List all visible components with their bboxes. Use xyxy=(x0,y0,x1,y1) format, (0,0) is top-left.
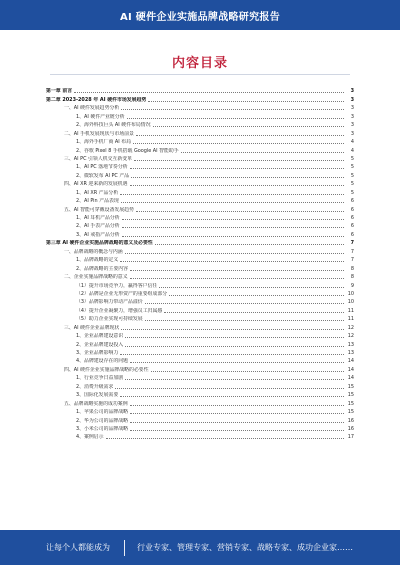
toc-entry[interactable] xyxy=(46,120,354,128)
toc-leader-dots xyxy=(122,219,344,220)
toc-entry[interactable] xyxy=(46,94,354,102)
toc-entry-text: 2、华为公司的品牌战略 xyxy=(76,417,129,424)
toc-page-number: 3 xyxy=(350,122,354,129)
header-bar xyxy=(0,0,400,30)
toc-entry[interactable] xyxy=(46,297,354,305)
toc-entry-text: （2）品牌是企业无形资产的重要组成部分 xyxy=(76,290,168,297)
toc-entry[interactable] xyxy=(46,373,354,381)
toc-page-number: 15 xyxy=(347,409,354,416)
table-of-contents xyxy=(46,86,354,440)
toc-entry[interactable] xyxy=(46,263,354,271)
toc-leader-dots xyxy=(159,287,344,288)
toc-entry[interactable] xyxy=(46,86,354,94)
toc-page-number: 3 xyxy=(350,105,354,112)
toc-leader-dots xyxy=(151,371,344,372)
toc-entry-text: 3、小米公司的品牌战略 xyxy=(76,425,129,432)
toc-page-number: 7 xyxy=(350,248,354,255)
toc-page-number: 5 xyxy=(350,189,354,196)
toc-entry[interactable] xyxy=(46,398,354,406)
toc-entry-text: 二、企业实施品牌战略的意义 xyxy=(64,274,128,281)
toc-entry[interactable] xyxy=(46,128,354,136)
toc-leader-dots xyxy=(145,320,344,321)
toc-entry[interactable] xyxy=(46,204,354,212)
toc-leader-dots xyxy=(181,152,344,153)
toc-entry-text: 1、企业品牌建设意识 xyxy=(76,333,124,340)
toc-page-number: 6 xyxy=(350,206,354,213)
toc-entry[interactable] xyxy=(46,364,354,372)
toc-page-number: 17 xyxy=(347,434,354,441)
toc-entry-text: 2、消费升级需求 xyxy=(76,383,114,390)
toc-entry-text: 4、品牌建设存在的问题 xyxy=(76,358,129,365)
toc-leader-dots xyxy=(125,253,344,254)
toc-entry[interactable] xyxy=(46,348,354,356)
toc-page-number: 4 xyxy=(350,147,354,154)
toc-entry[interactable] xyxy=(46,170,354,178)
toc-entry-text: 一、AI 硬件发展趋势分析 xyxy=(64,105,120,112)
footer-bar xyxy=(0,530,400,565)
toc-leader-dots xyxy=(125,379,344,380)
toc-entry-text: 3、国际化发展需要 xyxy=(76,392,119,399)
toc-entry-text: 2、品牌战略的主要内容 xyxy=(76,265,129,272)
toc-entry[interactable] xyxy=(46,221,354,229)
toc-page-number: 9 xyxy=(350,282,354,289)
toc-entry[interactable] xyxy=(46,356,354,364)
toc-entry-text: 1、行业竞争日益加剧 xyxy=(76,375,124,382)
toc-leader-dots xyxy=(122,227,344,228)
toc-page-number: 10 xyxy=(347,290,354,297)
toc-page-number: 8 xyxy=(350,265,354,272)
toc-page-number: 3 xyxy=(350,113,354,120)
toc-leader-dots xyxy=(131,177,344,178)
toc-page-number: 6 xyxy=(350,223,354,230)
toc-entry[interactable] xyxy=(46,272,354,280)
toc-entry[interactable] xyxy=(46,196,354,204)
toc-entry-text: （1）提升市场竞争力，赢得客户信任 xyxy=(76,282,158,289)
toc-entry-text: 二、AI 手机发展现状与市场前景 xyxy=(64,130,134,137)
toc-leader-dots xyxy=(127,118,344,119)
toc-entry-text: （4）提升企业凝聚力，增强员工归属感 xyxy=(76,307,163,314)
toc-leader-dots xyxy=(106,438,344,439)
toc-page-number: 6 xyxy=(350,215,354,221)
toc-leader-dots xyxy=(120,354,344,355)
toc-page-number: 14 xyxy=(347,375,354,382)
toc-page-number: 6 xyxy=(350,231,354,238)
toc-leader-dots xyxy=(120,194,344,195)
toc-leader-dots xyxy=(120,396,344,397)
toc-page-number: 3 xyxy=(350,88,354,95)
toc-page-number: 13 xyxy=(347,350,354,356)
toc-entry-text: 3、企业品牌影响力 xyxy=(76,350,119,356)
toc-entry-text: 1、AI 硬件产业链分析 xyxy=(76,113,125,120)
toc-entry[interactable] xyxy=(46,255,354,263)
toc-leader-dots xyxy=(125,346,344,347)
toc-leader-dots xyxy=(134,160,344,161)
footer-slogan-left: 让每个人都能成为 xyxy=(46,543,110,552)
toc-page-number: 5 xyxy=(350,155,354,162)
toc-entry[interactable] xyxy=(46,322,354,330)
toc-entry-text: 1、AI PC 落地节奏分析 xyxy=(76,164,128,171)
toc-leader-dots xyxy=(122,236,344,237)
toc-entry[interactable] xyxy=(46,331,354,339)
toc-entry[interactable] xyxy=(46,179,354,187)
toc-page-number: 16 xyxy=(347,425,354,432)
toc-entry[interactable] xyxy=(46,187,354,195)
toc-entry[interactable] xyxy=(46,314,354,322)
toc-page-number: 14 xyxy=(347,366,354,373)
toc-page-number: 5 xyxy=(350,181,354,188)
toc-entry[interactable] xyxy=(46,162,354,170)
footer-slogan-right: 行业专家、管理专家、营销专家、战略专家、成功企业家…… xyxy=(137,543,353,552)
toc-entry[interactable] xyxy=(46,103,354,111)
toc-divider xyxy=(50,74,350,75)
toc-page-number: 13 xyxy=(347,341,354,348)
toc-entry[interactable] xyxy=(46,246,354,254)
toc-entry-text: 第三章 AI 硬件企业实施品牌战略的意义及必要性 xyxy=(46,240,153,247)
toc-entry-text: 2、AI 手表产品分析 xyxy=(76,223,120,230)
toc-page-number: 7 xyxy=(350,257,354,264)
toc-entry-text: 3、AI 戒指产品分析 xyxy=(76,231,120,238)
toc-entry[interactable] xyxy=(46,137,354,145)
toc-leader-dots xyxy=(130,185,344,186)
toc-entry-text: 五、AI 智能可穿戴设备发展趋势 xyxy=(64,206,134,213)
toc-leader-dots xyxy=(121,202,344,203)
toc-leader-dots xyxy=(164,312,344,313)
toc-leader-dots xyxy=(121,329,344,330)
toc-page-number: 15 xyxy=(347,383,354,390)
toc-leader-dots xyxy=(130,413,344,414)
toc-leader-dots xyxy=(145,303,344,304)
toc-entry-text: 三、AI PC 引领人机交互新变革 xyxy=(64,155,133,162)
toc-entry-text: 第一章 前言 xyxy=(46,88,73,95)
toc-leader-dots xyxy=(153,126,344,127)
toc-page-number: 6 xyxy=(350,198,354,205)
toc-entry-text: （5）助力企业实现可持续发展 xyxy=(76,316,143,323)
toc-entry[interactable] xyxy=(46,238,354,246)
toc-leader-dots xyxy=(130,422,344,423)
toc-leader-dots xyxy=(133,143,344,144)
toc-page-number: 14 xyxy=(347,358,354,365)
toc-page-number: 10 xyxy=(347,299,354,306)
toc-entry[interactable] xyxy=(46,305,354,313)
toc-entry[interactable] xyxy=(46,424,354,432)
toc-entry[interactable] xyxy=(46,289,354,297)
toc-page-number: 8 xyxy=(350,274,354,281)
toc-entry[interactable] xyxy=(46,229,354,237)
toc-entry-text: 1、苹果公司的品牌战略 xyxy=(76,409,129,416)
toc-entry[interactable] xyxy=(46,111,354,119)
toc-entry[interactable] xyxy=(46,415,354,423)
toc-leader-dots xyxy=(120,261,344,262)
toc-leader-dots xyxy=(136,211,344,212)
toc-page-number: 7 xyxy=(350,240,354,247)
toc-page-number: 16 xyxy=(347,417,354,424)
toc-leader-dots xyxy=(125,337,344,338)
toc-leader-dots xyxy=(130,168,344,169)
toc-page-number: 3 xyxy=(350,130,354,137)
toc-page-number: 12 xyxy=(347,333,354,340)
toc-page-number: 11 xyxy=(347,316,354,323)
toc-leader-dots xyxy=(169,295,344,296)
toc-leader-dots xyxy=(130,405,344,406)
toc-leader-dots xyxy=(130,278,344,279)
toc-entry-text: （3）品牌影响力带动产品溢价 xyxy=(76,299,143,306)
report-title: AI 硬件企业实施品牌战略研究报告 xyxy=(119,11,281,23)
toc-leader-dots xyxy=(121,109,344,110)
toc-leader-dots xyxy=(136,135,344,136)
toc-entry[interactable] xyxy=(46,432,354,440)
toc-entry-text: 2、海外科技巨头 AI 硬件布局情况 xyxy=(76,122,151,129)
toc-entry-text: 三、AI 硬件企业品牌现状 xyxy=(64,324,120,331)
toc-entry[interactable] xyxy=(46,390,354,398)
toc-leader-dots xyxy=(155,244,344,245)
toc-leader-dots xyxy=(130,270,344,271)
toc-leader-dots xyxy=(148,101,344,102)
toc-entry[interactable] xyxy=(46,154,354,162)
toc-page-number: 15 xyxy=(347,400,354,407)
toc-entry-text: 第二章 2023-2028 年 AI 硬件市场发展趋势 xyxy=(46,96,147,103)
toc-leader-dots xyxy=(74,92,344,93)
toc-leader-dots xyxy=(130,362,344,363)
toc-page-number: 11 xyxy=(347,307,354,314)
toc-entry[interactable] xyxy=(46,213,354,221)
toc-entry[interactable] xyxy=(46,407,354,415)
toc-entry-text: 2、AI Pin 产品表现 xyxy=(76,198,119,205)
toc-entry-text: 2、微软发布 AI PC 产品 xyxy=(76,172,130,179)
toc-leader-dots xyxy=(130,430,344,431)
toc-entry-text: 五、品牌战略实施的成功案例 xyxy=(64,400,128,407)
toc-entry-text: 1、AI 耳机产品分析 xyxy=(76,215,120,221)
toc-entry-text: 1、海外手机厂商 AI 布局 xyxy=(76,139,132,146)
toc-page-number: 5 xyxy=(350,164,354,171)
toc-entry-text: 一、品牌战略的概念与内涵 xyxy=(64,248,123,255)
toc-entry-text: 1、品牌战略的定义 xyxy=(76,257,119,264)
footer-divider xyxy=(124,540,125,556)
toc-heading: 内容目录 xyxy=(171,56,228,71)
toc-page-number: 12 xyxy=(347,324,354,331)
toc-page-number: 5 xyxy=(350,172,354,179)
toc-entry-text: 四、AI 硬件企业实施品牌战略的必要性 xyxy=(64,366,149,373)
toc-entry-text: 2、企业品牌建设投入 xyxy=(76,341,124,348)
toc-entry[interactable] xyxy=(46,381,354,389)
toc-entry-text: 四、AI XR 迎来新的发展机遇 xyxy=(64,181,128,188)
toc-entry-text: 4、案例启示 xyxy=(76,434,104,441)
toc-entry[interactable] xyxy=(46,339,354,347)
toc-page-number: 4 xyxy=(350,139,354,146)
toc-entry-text: 1、AI XR 产品分析 xyxy=(76,189,119,196)
toc-entry-text: 2、谷歌 Pixel 8 手机搭载 Google AI 智能助手 xyxy=(76,147,179,154)
toc-leader-dots xyxy=(115,388,344,389)
toc-entry[interactable] xyxy=(46,280,354,288)
toc-page-number: 3 xyxy=(350,96,354,103)
toc-entry[interactable] xyxy=(46,145,354,153)
toc-page-number: 15 xyxy=(347,392,354,399)
